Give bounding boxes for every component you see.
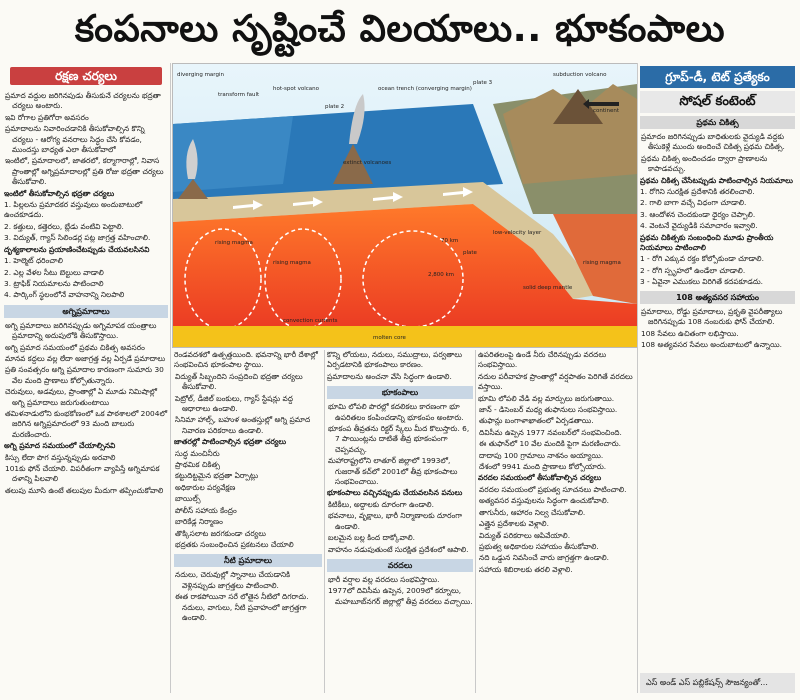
right-column xyxy=(640,66,795,671)
mid1-list-item: పోలీస్ సహాయ కేంద్రం xyxy=(175,505,237,515)
mid2-subhead: భూకంపాలు వచ్చినప్పుడు చేయవలసిన పనులు xyxy=(327,488,463,498)
headline: కంపనాలు సృష్టించే విలయాలు.. భూకంపాలు xyxy=(74,7,726,50)
mid3-para: నదుల పరీవాహక ప్రాంతాల్లో వర్షపాతం పెరిగితే వరదలు వస్తాయి. xyxy=(478,371,633,392)
label-core: molten core xyxy=(373,335,406,341)
left-list-item: 2. కత్తులు, కత్తెరలు, బ్లేడు వంటివి పెట్టాలి. xyxy=(4,221,124,231)
mid3-para: ఉపరితలంపై ఉండే నీరు చేరినప్పుడు వరదలు సంభవిస్తాయి. xyxy=(478,350,607,370)
label-convection: convection currents xyxy=(283,318,338,324)
left-para: ప్రతి సంవత్సరం అగ్ని ప్రమాదాల కారణంగా సుమారు 30 వేల మంది ప్రాణాలు కోల్పోతున్నారు. xyxy=(5,365,164,385)
left-para: ప్రమాద వద్దుల జరిగినపుడు తీసుకునే చర్యలను భద్రతా చర్యలు అంటారు. xyxy=(5,91,161,111)
mid1-list-item: అధికారుల పర్యవేక్షణ xyxy=(175,482,236,492)
label-rising-magma-3: rising magma xyxy=(583,260,621,266)
mid1-para: రెండవదశలో ఉత్పత్తయింది. భవనాన్ని భారీ దేశాల్లో సంభవించిన భూకంపాల స్థాయి. xyxy=(174,350,318,370)
label-diverging: diverging margin xyxy=(177,72,224,78)
left-list-item: 2. ఎల్ల వేళల సీటు బెల్టులు వాడాలి xyxy=(4,267,104,277)
right-para: ప్రమాదం జరిగినప్పుడు బాధితులకు వైద్యుడి వద్దకు తీసుకెళ్లే ముందు అందించే చికిత్స ప్రథమ చికిత్స. xyxy=(641,132,785,152)
right-para: 108 అత్యవసర సేవలు అందుబాటులో ఉన్నాయి. xyxy=(641,339,782,349)
column-divider xyxy=(170,63,171,693)
left-para: చెరువులు, అడవులు, ప్రాంతాల్లో ఏ మూడు నిమిషాల్లో అగ్ని ప్రమాదాలు జరుగుతుంటాయి xyxy=(5,387,157,407)
label-hotspot: hot-spot volcano xyxy=(273,86,320,92)
left-list-item: 3. ట్రాఫిక్ నియమాలను పాటించాలి xyxy=(4,278,104,288)
left-list-item: 3. విద్యుత్, గ్యాస్ సిలిండర్ల పట్ల జాగ్రత్త వహించాలి. xyxy=(4,233,151,243)
label-lowvel: low-velocity layer xyxy=(493,230,542,236)
left-para: ఇంటిలో, ప్రమాదాలలో, జాతరలో, కర్మాగారాల్లో, నివాస ప్రాంతాల్లో అగ్నిప్రమాదాలల్లో ప్రతి రోజు భద్రతా చర్యలు తీసుకోవాలి. xyxy=(5,156,164,187)
right-list-item: 2. గాలి బాగా వచ్చే విధంగా చూడాలి. xyxy=(640,198,747,208)
mid2-section-head: వరదలు xyxy=(327,559,473,572)
right-section-head: ప్రథమ చికిత్స xyxy=(640,116,795,129)
left-column xyxy=(4,63,168,693)
left-para: అగ్ని ప్రమాదాలు జరిగినప్పుడు అగ్నిమాపక యంత్రాలు ప్రమాదాన్ని అదుపులోకి తీసుకొస్తాయి. xyxy=(5,320,157,341)
mid1-para: విద్యుత్ సిబ్బందిని సంప్రదించి భద్రతా చర్యలు తీసుకోవాలి. xyxy=(175,371,303,392)
left-list-item: 4. పార్కింగ్ స్థలంలోనే వాహనాన్ని నిలపాలి xyxy=(4,290,125,300)
right-list-item: 4. వెంటనే వైద్యుడికి సమాచారం ఇవ్వాలి. xyxy=(640,221,758,231)
mid2-para: భూమి లోపలి పొరల్లో కదలికలు కారణంగా భూ ఉపరితలం కంపించడాన్ని భూకంపం అంటారు. xyxy=(328,402,464,422)
mid3-list-item: తాగునీరు, ఆహారం నిల్వ చేసుకోవాలి. xyxy=(479,507,586,517)
mid2-list-item: భవనాలు, వృక్షాలు, భారీ నిర్మాణాలకు దూరంగా ఉండాలి. xyxy=(328,511,463,531)
right-para: 108 సేవలు ఉచితంగా లభిస్తాయి. xyxy=(641,328,739,338)
label-plate: plate xyxy=(463,250,477,256)
left-banner: రక్షణ చర్యలు xyxy=(10,67,162,85)
mid3-list-item: సహాయ శిబిరాలకు తరలి వెళ్లాలి. xyxy=(479,564,573,574)
middle-column-3 xyxy=(478,350,634,693)
mid2-para: ప్రమాదాలను అంచనా వేసి సిద్ధంగా ఉండాలి. xyxy=(327,371,452,381)
column-divider xyxy=(475,350,476,693)
label-rising-magma-2: rising magma xyxy=(273,260,311,266)
mid2-para: భారీ వర్షాల వల్ల వరదలు సంభవిస్తాయి. xyxy=(328,574,440,584)
right-subhead: ప్రథమ చికిత్స చేసేటప్పుడు పాటించాల్సిన నియమాలు xyxy=(640,175,793,185)
left-section-head: అగ్నిప్రమాదాలు xyxy=(4,305,168,318)
mid2-list-item: కిటికీలు, అద్దాలకు దూరంగా ఉండాలి. xyxy=(328,499,434,509)
mid1-list-item: బాయిల్స్ xyxy=(175,494,201,504)
publisher-credit: ఎస్ అండ్ ఎస్ పబ్లికేషన్స్ సౌజన్యంతో... xyxy=(640,673,795,693)
mid2-para: 1977లో దివిసీమ ఉప్పెన, 2009లో కర్నూలు, మహబూబ్‌నగర్ జిల్లాల్లో తీవ్ర వరదలు వచ్చాయి. xyxy=(328,586,473,606)
right-list-item: 1 - రోగి ఎక్కువ రక్తం కోల్పోకుండా చూడాలి. xyxy=(640,254,764,264)
mid1-list-item: ప్రాథమిక చికిత్స xyxy=(175,460,220,470)
mid1-para: ఈత రాకపోయినా సరే లోతైన నీటిలో దిగరాదు. నదులు, వాగులు, నీటి ప్రవాహంలో జాగ్రత్తగా ఉండాలి. xyxy=(175,592,309,622)
mid1-para: సినిమా హాల్స్, బహుళ అంతస్తుల్లో అగ్ని ప్రమాద నివారణ పరికరాలు ఉండాలి. xyxy=(175,415,311,435)
middle-column-2 xyxy=(327,350,473,693)
mid3-para: దేశంలో 9941 మంది ప్రాణాలు కోల్పోయారు. xyxy=(479,462,607,472)
column-divider xyxy=(324,350,325,693)
mid3-list-item: విద్యుత్ పరికరాలు ఆపివేయాలి. xyxy=(479,530,571,540)
mid3-para: జాన్ - డిసెంబర్ మధ్య తుఫానులు సంభవిస్తాయి. xyxy=(479,405,618,415)
left-subhead: ఇంటిలో తీసుకోవాల్సిన భద్రతా చర్యలు xyxy=(4,188,115,198)
plate-tectonics-figure xyxy=(172,63,638,348)
tectonics-illustration xyxy=(173,64,637,347)
label-plate2: plate 2 xyxy=(325,104,345,110)
left-subhead: దృశ్యకాలాలను ప్రయాణించేటప్పుడు చేయవలసినవి xyxy=(4,244,150,254)
left-para: అగ్ని ప్రమాద సమయంలో ప్రథమ చికిత్స అవసరం xyxy=(5,342,145,352)
left-list-item: 1. హెల్మెట్ ధరించాలి xyxy=(4,256,63,266)
mid1-list-item: భద్రతకు సంబంధించిన ప్రకటనలు చేయాలి xyxy=(175,539,294,549)
label-2800km: 2,800 km xyxy=(428,272,455,278)
label-continent: continent xyxy=(593,108,620,114)
right-para: ప్రథమ చికిత్స అందించడం ద్వారా ప్రాణాలను కాపాడవచ్చు. xyxy=(641,153,768,174)
mid2-list-item: బలమైన బల్ల కింద దాక్కోవాలి. xyxy=(328,533,415,543)
right-list-item: 1. రోగిని సురక్షిత ప్రదేశానికి తరలించాలి. xyxy=(640,187,755,197)
mid3-para: భూమి లోపలి వేడి వల్ల మార్పులు జరుగుతాయి. xyxy=(478,393,615,403)
mid1-list-item: కట్టుదిట్టమైన భద్రతా ఏర్పాట్లు xyxy=(175,471,259,481)
left-para: ఇవి రోగాల ప్రతిగోరా అవసరం xyxy=(5,112,89,122)
left-para: మానవ కద్దలు వల్ల లేదా అజాగ్రత్త వల్ల ఏర్పడే ప్రమాదాలు xyxy=(5,353,166,363)
mid3-para: దాదాపు 100 గ్రామాలు నాశనం అయ్యాయి. xyxy=(479,450,604,460)
mid1-para: నదులు, చెరువుల్లో స్నానాలు చేయడానికి వెళ్లినప్పుడు జాగ్రత్తలు పాటించాలి. xyxy=(175,570,290,590)
left-para: 101కు ఫోన్ చేయాలి. విపరీతంగా వ్యాపిస్తే అగ్నిమాపక దళాన్ని పిలవాలి xyxy=(5,464,160,484)
label-solid-mantle: solid deep mantle xyxy=(523,285,573,291)
label-trench: ocean trench (converging margin) xyxy=(378,86,472,92)
label-plate3: plate 3 xyxy=(473,80,493,86)
mid1-subhead: జాతరల్లో పాటించాల్సిన భద్రతా చర్యలు xyxy=(174,437,287,447)
mid1-list-item: సుద్ధ మంచినీరు xyxy=(175,448,220,458)
left-list-item: 1. పిల్లలను ప్రమాదకర వస్తువులు అందుబాటులో ఉంచకూడదు. xyxy=(4,200,143,220)
label-transform: transform fault xyxy=(218,92,260,98)
mid3-list-item: ఎత్తైన ప్రదేశాలకు వెళ్లాలి. xyxy=(479,519,549,529)
mid3-subhead: వరదల సమయంలో తీసుకోవాల్సిన చర్యలు xyxy=(478,473,602,483)
mid2-para: భూకంప తీవ్రతను రిక్టర్ స్కేలు మీద కొలుస్తారు. 6, 7 పాయింట్లను దాటితే తీవ్ర భూకంపంగా చెప్పవచ్చు. xyxy=(328,424,470,454)
label-70km: 70 km xyxy=(441,238,459,244)
left-para: ప్రమాదాలను నివారించడానికి తీసుకోవాల్సిన కొన్ని చర్యలు - ఆరోగ్య వనరాలు సిద్ధం చేసి కోవడం, ముందస్తు బాధ్యత ఎలా తీసుకోవాలో xyxy=(5,124,145,155)
column-divider xyxy=(637,63,638,693)
right-para: ప్రమాదాలు, రోడ్డు ప్రమాదాలు, ప్రకృతి వైపరీత్యాలు జరిగినప్పుడు 108 నంబరుకు ఫోన్ చేయాలి. xyxy=(641,306,783,327)
mid3-list-item: ప్రభుత్వ అధికారుల సహాయం తీసుకోవాలి. xyxy=(479,541,599,551)
mid3-para: దివిసీమ ఉప్పెన 1977 నవంబర్‌లో సంభవించింది. xyxy=(479,427,622,437)
mid2-list-item: వాహనం నడుపుతుంటే సురక్షిత ప్రదేశంలో ఆపాలి. xyxy=(328,544,469,554)
right-subhead: ప్రథమ చికిత్సకు సంబంధించి మూడు ప్రాంతీయ నియమాలు పాటించాలి xyxy=(640,232,774,253)
mid3-para: ఈ తుఫాన్‌లో 10 వేల మందికి పైగా మరణించారు. xyxy=(479,439,621,449)
label-subduction: subduction volcano xyxy=(553,72,607,78)
left-para: తలుపు మూసి ఉంటే తలుపుల మీదుగా తప్పించుకోవాలి xyxy=(5,485,164,495)
left-para: తమిళనాడులోని కుంభకోణంలో ఒక పాఠశాలలో 2004లో జరిగిన అగ్నిప్రమాదంలో 93 మంది బాలురు మరణించారు. xyxy=(5,408,168,439)
right-list-item: 3 - ఏవైనా ఎముకలు విరిగితే కదపకూడదు. xyxy=(640,277,764,287)
mid3-list-item: నది ఒడ్డున నివసించే వారు జాగ్రత్తగా ఉండాలి. xyxy=(479,553,609,563)
right-list-item: 3. ఆందోళన చెందకుండా ధైర్యం చెప్పాలి. xyxy=(640,209,756,219)
mid2-para: కొన్ని లోయలు, నదులు, సముద్రాలు, పర్వతాలు ఏర్పడటానికి భూకంపాలు కారణం. xyxy=(327,350,462,370)
label-extinct: extinct volcanoes xyxy=(343,160,392,166)
mid2-para: మహారాష్ట్రలోని లాతూర్ జిల్లాలో 1993లో, గుజరాత్ కచ్‌లో 2001లో తీవ్ర భూకంపాలు సంభవించాయి. xyxy=(328,456,458,487)
mid1-list-item: బారికేడ్ల నిర్మాణం xyxy=(175,517,223,527)
left-para: కిస్సు లేదా పొగ వస్తున్నప్పుడు అరవాలి xyxy=(5,452,116,462)
subject-banner: సోషల్ కంటెంట్ xyxy=(640,91,795,113)
mid3-list-item: వరదల సమయంలో ప్రభుత్వ సూచనలు పాటించాలి. xyxy=(479,484,627,494)
mid3-para: తుఫాన్లు బంగాళాఖాతంలో ఏర్పడతాయి. xyxy=(479,416,594,426)
middle-column-1 xyxy=(174,350,322,693)
mid1-list-item: తొక్కిసలాట జరగకుండా చర్యలు xyxy=(175,528,266,538)
left-subhead: అగ్ని ప్రమాద సమయంలో చేయాల్సినవి xyxy=(4,441,116,451)
right-list-item: 2 - రోగి స్పృహలో ఉండేలా చూడాలి. xyxy=(640,265,746,275)
mid3-list-item: అత్యవసర వస్తువులను సిద్ధంగా ఉంచుకోవాలి. xyxy=(479,496,609,506)
right-section-head: 108 అత్యవసర సహాయం xyxy=(640,291,795,304)
mid2-section-head: భూకంపాలు xyxy=(327,386,473,399)
mid1-section-head: నీటి ప్రమాదాలు xyxy=(174,554,322,567)
label-rising-magma-1: rising magma xyxy=(215,240,253,246)
mid1-para: పెట్రోల్, డీజిల్ బంకులు, గ్యాస్ స్టేషన్లు వద్ద ఆధారాలు ఉండాలి. xyxy=(175,393,294,414)
exam-banner: గ్రూప్-డీ, టెట్ ప్రత్యేకం xyxy=(640,66,795,88)
